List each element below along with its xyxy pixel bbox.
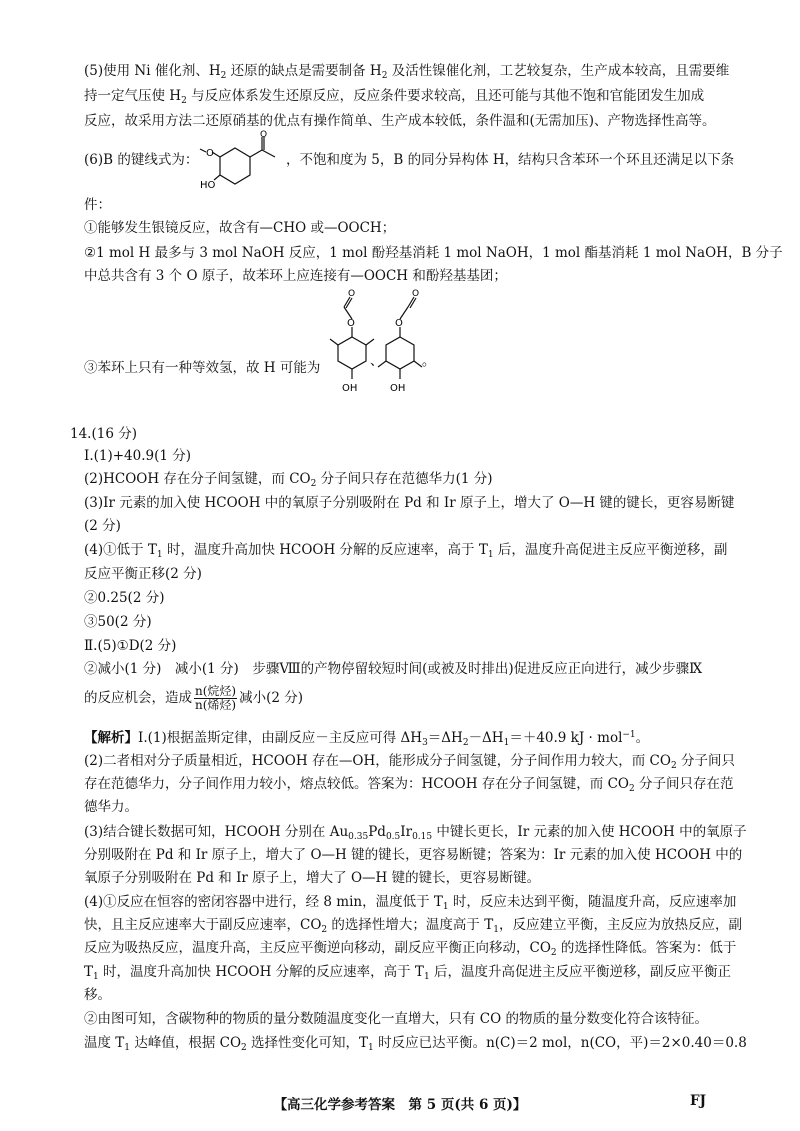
analysis-line-12: 移。 [84, 987, 111, 1003]
condition-1: ①能够发生银镜反应，故含有—CHO 或—OOCH； [84, 220, 396, 236]
isomer2-carbonyl-o-label: O [412, 289, 420, 299]
q14-answer-2: (2)HCOOH 存在分子间氢键，而 $CO_2$ 分子间只存在范德华力(1 分) [84, 471, 493, 489]
q14-answer-ii-2: ②减小(1 分) 减小(1 分) 步骤Ⅷ的产物停留较短时间(或被及时排出)促进反应正向进行，减少步骤Ⅸ [84, 661, 703, 677]
analysis-line-10: 反应为吸热反应，温度升高，主反应平衡逆向移动，副反应平衡正向移动，$CO_2$ 的选择性降低。答案为：低于 [84, 940, 737, 958]
analysis-line-9: 快，且主反应速率大于副反应速率，$CO_2$ 的选择性增大；温度高于 $T_1$，反应建立平衡，主反应为放热反应，副 [84, 917, 742, 935]
q14-answer-4b: 反应平衡正移(2 分) [84, 566, 202, 582]
isomer2-ester-o-label: O [395, 318, 403, 329]
q14-answer-3a: (3)Ir 元素的加入使 HCOOH 中的氧原子分别吸附在 Pd 和 Ir 原子上，增大了 O—H 键的键长，更容易断键 [84, 495, 735, 511]
methoxy-o-label: O [206, 148, 214, 159]
q14-answer-6: ③50(2 分) [84, 614, 152, 630]
q14-answer-1: Ⅰ.(1)+40.9(1 分) [84, 448, 192, 464]
hydroxyl-label: HO [200, 180, 216, 191]
compound-b-structure [200, 132, 290, 190]
isomer-h-structures [322, 283, 436, 405]
p5-line-3: 反应，故采用方法二还原硝基的优点有操作简单、生产成本较低，条件温和(无需加压)、产物选择性高等。 [84, 113, 716, 129]
p6-line-2: 件： [84, 197, 111, 213]
analysis-line-5: (3)结合键长数据可知，HCOOH 分别在 $Au_{0.35}Pd_{0.5}Ir_{0.15}$ 中键长更长，Ir 元素的加入使 HCOOH 中的氧原子 [84, 824, 747, 842]
alkane-alkene-ratio: $\frac{\text{n(烷烃)}}{\text{n(烯烃)}}$ [195, 684, 237, 712]
page-footer: 【高三化学参考答案 第 5 页(共 6 页)】 [273, 1097, 527, 1113]
isomer2-oh-label: OH [390, 383, 406, 394]
p6-line-1b: ，不饱和度为 5，B 的同分异构体 H，结构只含苯环一个环且还满足以下条 [286, 152, 735, 168]
q14-answer-5: ②0.25(2 分) [84, 590, 165, 606]
isomer-end-mark: 。 [422, 354, 436, 369]
analysis-line-6: 分别吸附在 Pd 和 Ir 原子上，增大了 O—H 键的键长，更容易断键；答案为：Ir 元素的加入使 HCOOH 中的 [84, 847, 743, 863]
q14-answer-ii-1: Ⅱ.(5)①D(2 分) [84, 638, 177, 654]
analysis-line-13: ②由图可知，含碳物种的物质的量分数随温度变化一直增大，只有 CO 的物质的量分数变化符合该特征。 [84, 1011, 708, 1027]
condition-2b: 中总共含有 3 个 O 原子，故苯环上应连接有—OOCH 和酚羟基基团； [84, 268, 507, 284]
condition-2a: ②1 mol H 最多与 3 mol NaOH 反应，1 mol 酚羟基消耗 1 mol NaOH，1 mol 酯基消耗 1 mol NaOH，B 分子 [84, 245, 783, 261]
isomer1-ester-o-label: O [347, 318, 355, 329]
q14-heading: 14.(16 分) [70, 426, 137, 442]
analysis-line-8: (4)①反应在恒容的密闭容器中进行，经 8 min，温度低于 $T_1$ 时，反应未达到平衡，随温度升高，反应速率加 [84, 894, 737, 912]
q14-answer-3b: (2 分) [84, 518, 121, 534]
region-code: FJ [690, 1093, 706, 1109]
analysis-line-2: (2)二者相对分子质量相近，HCOOH 存在—OH，能形成分子间氢键，分子间作用力较大，而 $CO_2$ 分子间只 [84, 753, 735, 771]
isomer1-carbonyl-o-label: O [348, 289, 356, 299]
condition-3: ③苯环上只有一种等效氢，故 H 可能为 [84, 360, 321, 376]
analysis-line-14: 温度 $T_1$ 达峰值，根据 $CO_2$ 选择性变化可知，$T_1$ 时反应已达平衡。n(C)＝2 mol，n(CO，平)＝2×0.40＝0.8 [84, 1035, 747, 1053]
analysis-line-1: 【解析】Ⅰ.(1)根据盖斯定律，由副反应－主反应可得 $\Delta H_3=\Delta H_2-\Delta H_1=+40.9$ kJ · mol$^{-1}$。 [84, 730, 650, 748]
q14-answer-ii-3: 的反应机会，造成 $\frac{\text{n(烷烃)}}{\text{n(烯烃)}}$ 减小(2 分) [84, 684, 304, 712]
analysis-line-4: 德华力。 [84, 799, 138, 815]
analysis-line-11: $T_1$ 时，温度升高加快 HCOOH 分解的反应速率，高于 $T_1$ 后，温度升高促进主反应平衡逆移，副反应平衡正 [84, 964, 731, 982]
carbonyl-o-label: O [260, 130, 268, 140]
isomer1-oh-label: OH [342, 383, 358, 394]
p5-line-2: 持一定气压使 $H_2$ 与反应体系发生还原反应，反应条件要求较高，且还可能与其他不饱和官能团发生加成 [84, 88, 705, 106]
p6-line-1a: (6)B 的键线式为： [84, 152, 199, 168]
q14-answer-4a: (4)①低于 $T_1$ 时，温度升高加快 HCOOH 分解的反应速率，高于 $T_1$ 后，温度升高促进主反应平衡逆移，副 [84, 542, 728, 560]
p5-line-1: (5)使用 Ni 催化剂、$H_2$ 还原的缺点是需要制备 $H_2$ 及活性镍催化剂，工艺较复杂，生产成本较高，且需要维 [84, 63, 730, 81]
isomer-separator: 、 [370, 354, 384, 369]
analysis-line-7: 氧原子分别吸附在 Pd 和 Ir 原子上，增大了 O—H 键的键长，更容易断键。 [84, 870, 541, 886]
analysis-line-3: 存在范德华力，分子间作用力较小，熔点较低。答案为：HCOOH 存在分子间氢键，而 $CO_2$ 分子间只存在范 [84, 776, 734, 794]
